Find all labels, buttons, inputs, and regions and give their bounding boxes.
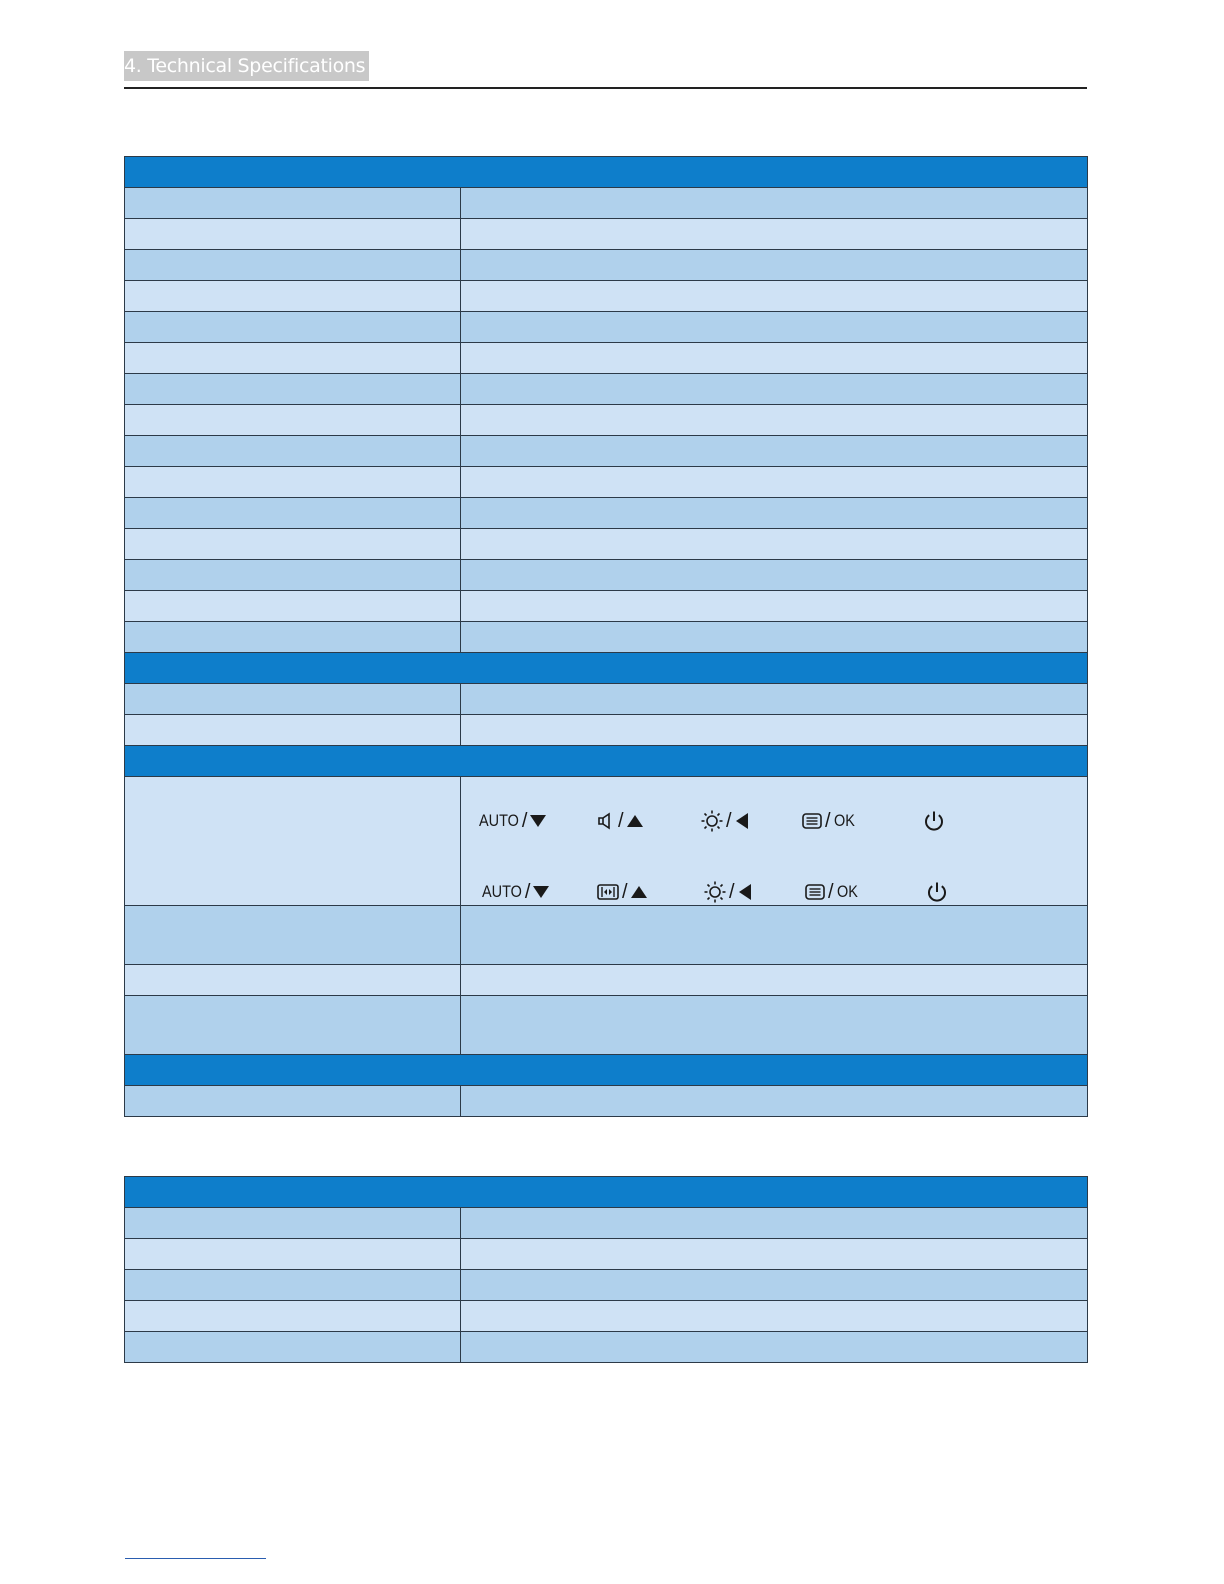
table-row [125, 281, 1088, 312]
table-row [125, 219, 1088, 250]
section-header-row [125, 653, 1088, 684]
table-row [125, 312, 1088, 343]
auto-label: AUTO [479, 811, 519, 830]
table-row [125, 591, 1088, 622]
table-row [125, 622, 1088, 653]
ok-label: OK [836, 882, 858, 901]
table-row [125, 374, 1088, 405]
table-row [125, 996, 1088, 1055]
brightness-icon [704, 881, 726, 903]
table-row [125, 498, 1088, 529]
table-row [125, 1301, 1088, 1332]
table-row [125, 1239, 1088, 1270]
table-row [125, 560, 1088, 591]
keys-row-1 [461, 808, 1087, 834]
table-row [125, 467, 1088, 498]
table-row [125, 684, 1088, 715]
menu-icon [805, 884, 825, 900]
keys-row-2 [461, 879, 1087, 905]
section-header-row [125, 157, 1088, 188]
brightness-left-key: / [704, 879, 752, 905]
brightness-left-key: / [701, 808, 749, 834]
section-header-row [125, 1055, 1088, 1086]
up-triangle-icon [627, 814, 643, 828]
power-icon [926, 881, 948, 903]
left-triangle-icon [738, 884, 752, 900]
input-up-key: / [597, 879, 647, 905]
table-row [125, 188, 1088, 219]
menu-ok-key: / OK [802, 808, 858, 834]
spec-table-2 [124, 1176, 1088, 1363]
table-row [125, 529, 1088, 560]
table-row [125, 1086, 1088, 1117]
power-key [923, 808, 945, 834]
menu-ok-key: / OK [805, 879, 861, 905]
power-key [926, 879, 948, 905]
section-title: 4. Technical Specifications [124, 51, 369, 81]
table-row [125, 436, 1088, 467]
table-row [125, 250, 1088, 281]
table-row [125, 1270, 1088, 1301]
table-row [125, 405, 1088, 436]
speaker-icon [597, 812, 615, 830]
up-triangle-icon [631, 885, 647, 899]
table-row [125, 906, 1088, 965]
table-row [125, 715, 1088, 746]
input-icon [597, 884, 619, 900]
down-triangle-icon [530, 814, 546, 828]
left-triangle-icon [735, 813, 749, 829]
menu-icon [802, 813, 822, 829]
footer-link-underline[interactable] [125, 1558, 266, 1559]
table-row [125, 965, 1088, 996]
table-row [125, 343, 1088, 374]
power-icon [923, 810, 945, 832]
table-row [125, 1208, 1088, 1239]
spec-table-1 [124, 156, 1088, 1117]
ok-label: OK [833, 811, 855, 830]
header-rule [124, 87, 1087, 89]
brightness-icon [701, 810, 723, 832]
auto-down-key: AUTO / [479, 808, 546, 834]
control-keys-row [125, 777, 1088, 906]
auto-down-key: AUTO / [482, 879, 549, 905]
down-triangle-icon [533, 885, 549, 899]
volume-up-key: / [597, 808, 643, 834]
section-header-row [125, 1177, 1088, 1208]
auto-label: AUTO [482, 882, 522, 901]
section-header-row [125, 746, 1088, 777]
table-row [125, 1332, 1088, 1363]
